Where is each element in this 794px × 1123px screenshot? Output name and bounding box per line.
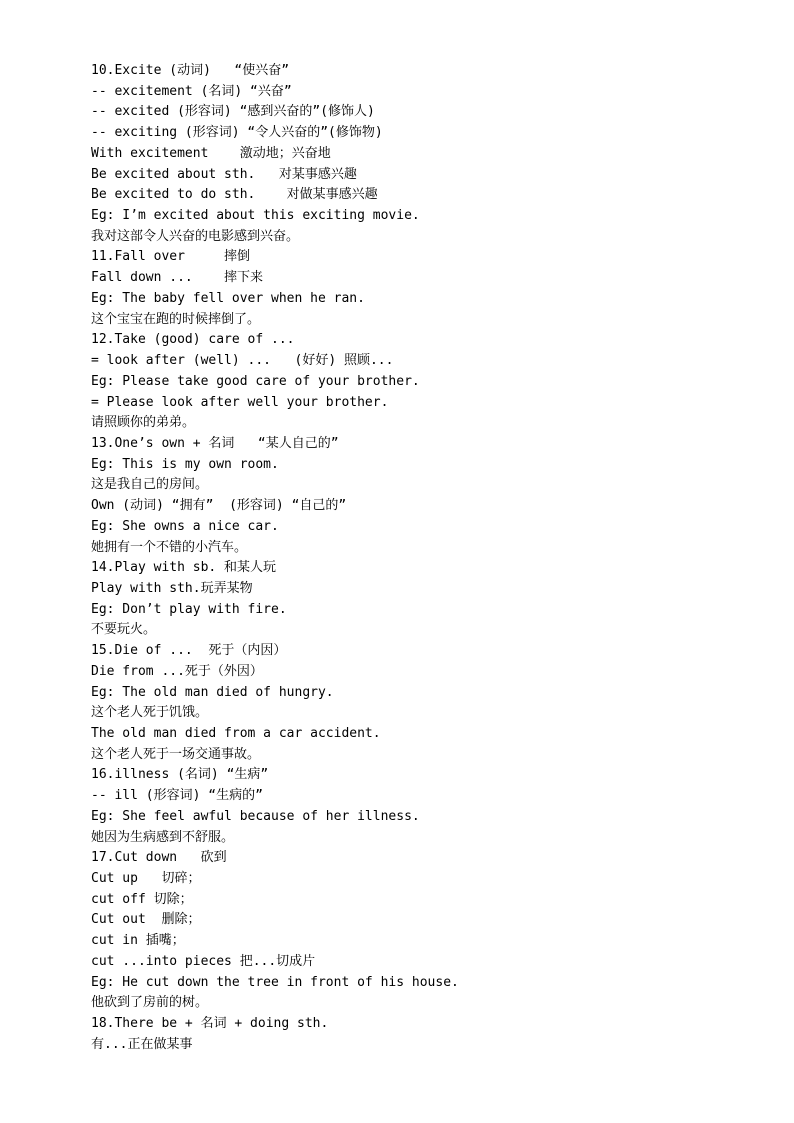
text-line: Eg: The baby fell over when he ran. (91, 290, 365, 306)
text-line: 14.Play with sb. 和某人玩 (91, 560, 277, 576)
text-line: Eg: Please take good care of your brother. (91, 373, 420, 389)
text-line: 12.Take (good) care of ... (91, 332, 295, 348)
text-line: = Please look after well your brother. (91, 394, 389, 410)
text-line: 这个老人死于饥饿。 (91, 705, 209, 721)
text-line: Eg: The old man died of hungry. (91, 684, 334, 700)
text-line: Cut up 切碎； (91, 871, 201, 887)
text-line: cut in 插嘴； (91, 933, 185, 949)
text-line: Die from ...死于（外因） (91, 663, 263, 679)
text-line: 13.One’s own + 名词 “某人自己的” (91, 435, 339, 451)
text-line: -- excited (形容词) “感到兴奋的”(修饰人) (91, 104, 375, 120)
text-line: 17.Cut down 砍到 (91, 850, 227, 866)
text-line: Eg: She owns a nice car. (91, 518, 279, 534)
text-line: 这个宝宝在跑的时候摔倒了。 (91, 311, 261, 327)
text-line: 11.Fall over 摔倒 (91, 249, 251, 265)
text-line: 这是我自己的房间。 (91, 477, 209, 493)
text-line: 他砍到了房前的树。 (91, 995, 209, 1011)
text-line: Be excited to do sth. 对做某事感兴趣 (91, 187, 378, 203)
text-line: 她拥有一个不错的小汽车。 (91, 539, 248, 555)
text-line: Fall down ... 摔下来 (91, 270, 264, 286)
text-line: 16.illness (名词) “生病” (91, 767, 269, 783)
text-line: 不要玩火。 (91, 622, 157, 638)
text-line: 15.Die of ... 死于（内因） (91, 643, 287, 659)
text-line: 请照顾你的弟弟。 (91, 415, 196, 431)
text-line: Eg: I’m excited about this exciting movie. (91, 208, 420, 224)
text-line: = look after (well) ... (好好) 照顾... (91, 353, 394, 369)
text-line: cut ...into pieces 把...切成片 (91, 953, 316, 969)
text-line: The old man died from a car accident. (91, 726, 381, 741)
text-line: -- ill (形容词) “生病的” (91, 788, 263, 804)
text-line: 18.There be + 名词 + doing sth. (91, 1016, 329, 1032)
text-line: 有...正在做某事 (91, 1036, 193, 1052)
text-line: 这个老人死于一场交通事故。 (91, 746, 261, 762)
text-line: 她因为生病感到不舒服。 (91, 829, 235, 845)
text-line: Cut out 删除； (91, 912, 201, 928)
text-line: -- excitement (名词) “兴奋” (91, 83, 292, 99)
text-line: Eg: Don’t play with fire. (91, 601, 287, 617)
text-line: Be excited about sth. 对某事感兴趣 (91, 166, 357, 182)
text-line: Eg: He cut down the tree in front of his house. (91, 974, 459, 990)
document-body (91, 61, 771, 1056)
text-line: -- exciting (形容词) “令人兴奋的”(修饰物) (91, 125, 383, 141)
text-line: Eg: She feel awful because of her illness. (91, 808, 420, 824)
text-line: 我对这部令人兴奋的电影感到兴奋。 (91, 228, 300, 244)
text-line: Eg: This is my own room. (91, 456, 279, 472)
text-line: Own (动词) “拥有” (形容词) “自己的” (91, 498, 347, 514)
text-line: cut off 切除； (91, 891, 193, 907)
text-line: With excitement 激动地；兴奋地 (91, 145, 331, 161)
text-line: 10.Excite (动词) “使兴奋” (91, 63, 290, 78)
text-line: Play with sth.玩弄某物 (91, 580, 253, 596)
